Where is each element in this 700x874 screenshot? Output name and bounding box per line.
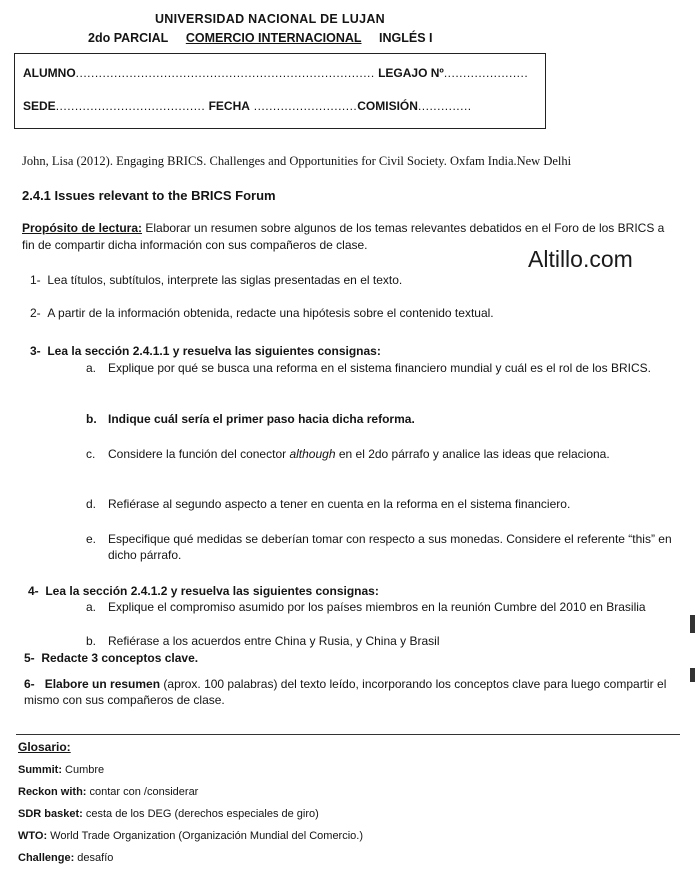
task-4b [86, 633, 678, 649]
comision-label: COMISIÓN [357, 99, 418, 113]
sede-label: SEDE [23, 99, 56, 113]
glossary-entry [18, 852, 113, 864]
glossary-entry [18, 830, 363, 842]
purpose-text: Elaborar un resumen sobre algunos de los temas relevantes debatidos en el Foro de los BRICS a fin de compartir dicha información con sus compañeros de clase. [22, 221, 665, 252]
glossary-entry [18, 764, 104, 776]
sub-letter: b. [86, 412, 97, 426]
citation: John, Lisa (2012). Engaging BRICS. Challenges and Opportunities for Civil Society. Oxfam India.New Delhi [22, 154, 572, 168]
task-2 [30, 305, 494, 321]
purpose-label: Propósito de lectura: [22, 221, 143, 235]
course-name: COMERCIO INTERNACIONAL [185, 31, 362, 45]
task-text: (aprox. 100 palabras) del texto leído, incorporando los conceptos clave para luego compartir el mismo con sus compañeros de clase. [24, 677, 667, 707]
sub-letter: c. [86, 447, 96, 461]
glossary-def: contar con /considerar [86, 786, 199, 798]
divider [16, 734, 680, 735]
task-text: Lea la sección 2.4.1.2 y resuelva las siguientes consignas: [45, 584, 379, 598]
task-1 [30, 272, 402, 288]
task-3e [86, 531, 678, 563]
sub-text: Considere la función del conector [108, 447, 290, 461]
task-number: 2- [30, 306, 41, 320]
scan-edge-mark [690, 668, 695, 682]
glossary-title: Glosario: [18, 740, 71, 754]
sub-text: Indique cuál sería el primer paso hacia dicha reforma. [108, 412, 415, 426]
task-text: A partir de la información obtenida, redacte una hipótesis sobre el contenido textual. [47, 306, 494, 320]
glossary-def: Cumbre [62, 764, 105, 776]
sub-text: en el 2do párrafo y analice las ideas que relaciona. [335, 447, 610, 461]
form-row-1: ALUMNO.............................................................................. LEGAJO Nº...................... [23, 66, 529, 80]
legajo-label: LEGAJO Nº [378, 66, 444, 80]
scan-edge-mark [690, 615, 695, 633]
sub-text: Refiérase a los acuerdos entre China y Rusia, y China y Brasil [108, 634, 440, 648]
task-text: Lea la sección 2.4.1.1 y resuelva las siguientes consignas: [47, 344, 381, 358]
sub-text: Refiérase al segundo aspecto a tener en cuenta en la reforma en el sistema financiero. [108, 497, 571, 511]
task-3 [30, 343, 381, 359]
watermark: Altillo.com [528, 246, 633, 272]
sub-letter: d. [86, 497, 97, 511]
task-number: 4- [28, 584, 39, 598]
sub-letter: e. [86, 532, 97, 546]
glossary-term: WTO: [18, 830, 48, 842]
sub-letter: b. [86, 634, 97, 648]
sub-text: Especifique qué medidas se deberían tomar con respecto a sus monedas. Considere el referente “this” en dicho párrafo. [108, 532, 672, 562]
glossary-term: SDR basket: [18, 808, 83, 820]
section-title: 2.4.1 Issues relevant to the BRICS Forum [22, 188, 276, 203]
glossary-def: cesta de los DEG (derechos especiales de giro) [82, 808, 319, 820]
exam-name: 2do PARCIAL [88, 31, 169, 45]
sub-text: Explique el compromiso asumido por los países miembros en la reunión Cumbre del 2010 en Brasilia [108, 600, 646, 614]
task-number: 3- [30, 344, 41, 358]
sub-text: Explique por qué se busca una reforma en el sistema financiero mundial y cuál es el rol de los BRICS. [108, 361, 651, 375]
task-4a [86, 599, 678, 615]
language-name: INGLÉS I [379, 31, 433, 45]
glossary-def: World Trade Organization (Organización Mundial del Comercio.) [47, 830, 364, 842]
task-number: 5- [24, 651, 35, 665]
glossary-term: Challenge: [18, 852, 75, 864]
fecha-label: FECHA [208, 99, 250, 113]
task-3b [86, 411, 678, 427]
glossary-def: desafío [74, 852, 114, 864]
task-number: 6- [24, 677, 35, 691]
task-5 [24, 650, 198, 666]
form-row-2: SEDE....................................... FECHA ...........................COMISIÓN.............. [23, 99, 472, 113]
glossary-term: Summit: [18, 764, 62, 776]
glossary-entry [18, 786, 198, 798]
university-name: UNIVERSIDAD NACIONAL DE LUJAN [154, 12, 385, 26]
alumno-label: ALUMNO [23, 66, 76, 80]
connector-word: although [289, 447, 336, 461]
sub-letter: a. [86, 361, 97, 375]
glossary-entry [18, 808, 319, 820]
task-bold-text: Elabore un resumen [44, 677, 161, 691]
sub-letter: a. [86, 600, 97, 614]
task-6 [24, 676, 679, 708]
task-3c [86, 446, 678, 462]
task-text: Lea títulos, subtítulos, interprete las siglas presentadas en el texto. [47, 273, 403, 287]
student-info-box [14, 53, 546, 129]
task-3d [86, 496, 678, 512]
task-text: Redacte 3 conceptos clave. [41, 651, 199, 665]
task-number: 1- [30, 273, 41, 287]
task-4 [28, 583, 379, 599]
task-3a [86, 360, 678, 376]
exam-header [88, 31, 446, 45]
glossary-term: Reckon with: [18, 786, 87, 798]
